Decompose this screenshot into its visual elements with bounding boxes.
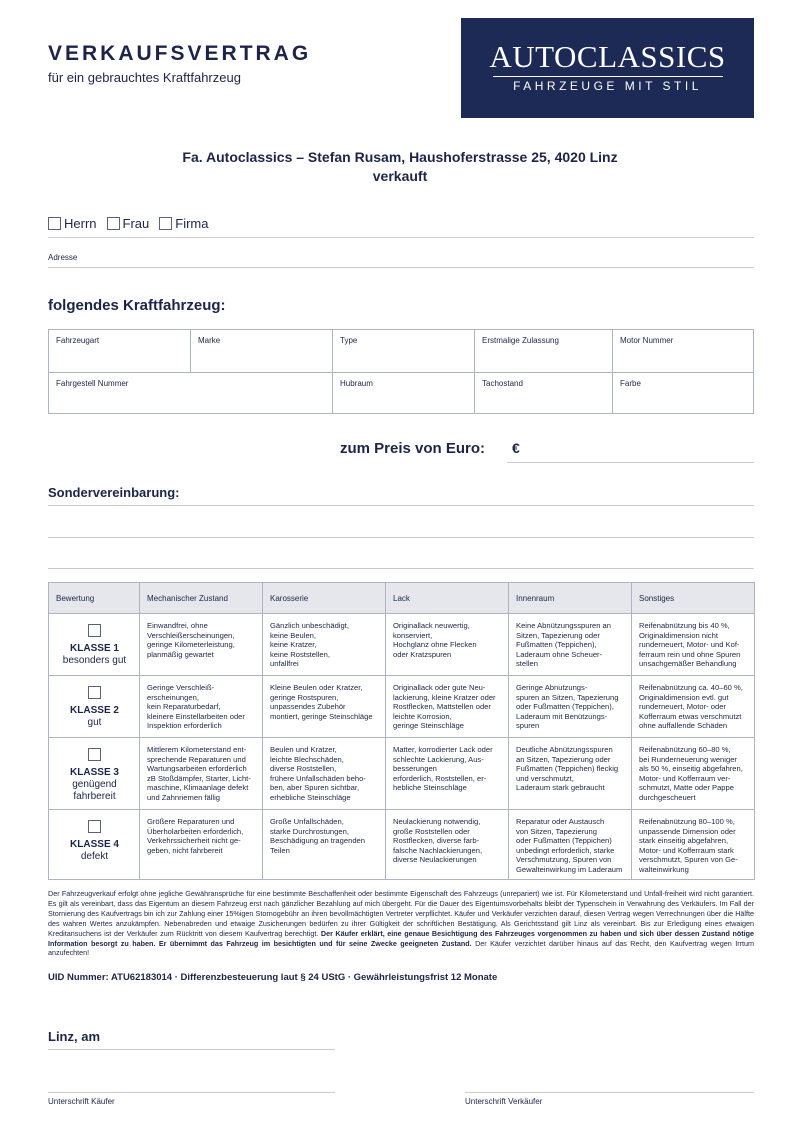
condition-cell: Neulackierung notwendig, große Roststellen oder Rostflecken, diverse farb- falsche Nachlackierungen, diverse Neulackierungen bbox=[386, 810, 509, 880]
table-row bbox=[49, 676, 755, 738]
column-header: Bewertung bbox=[49, 583, 140, 614]
rating-description: defekt bbox=[80, 850, 109, 862]
condition-cell: Große Unfallschäden, starke Durchrostungen, Beschädigung an tragenden Teilen bbox=[263, 810, 386, 880]
checkbox-label: Frau bbox=[122, 216, 150, 231]
legal-text-bold: Der Käufer erklärt, eine genaue Besichtigung des Fahrzeuges vorgenommen zu haben und sich über dessen Zustand nötige Information besorgt zu haben. Er übernimmt das Fahrzeug im besichtigten und für seine Zwecke geeigneten Zustand. bbox=[48, 928, 754, 948]
field-label: Motor Nummer bbox=[620, 336, 674, 345]
table-header-row bbox=[49, 583, 755, 614]
condition-cell: Reifenabnützung bis 40 %, Originaldimension nicht runderneuert, Motor- und Kof- ferraum rein und ohne Spuren unsachgemäßer Behandlung bbox=[632, 614, 755, 676]
field-label: Tachostand bbox=[482, 379, 523, 388]
field-label: Erstmalige Zulassung bbox=[482, 336, 559, 345]
rating-class: KLASSE 4 bbox=[70, 838, 119, 850]
condition-cell: Reifenabnützung 60–80 %, bei Runderneuerung weniger als 50 %, einseitig abgefahren, Motor- und Kofferraum ver- schmutzt, Matte oder Pappe durchgescheuert bbox=[632, 738, 755, 810]
rating-class: KLASSE 1 bbox=[70, 642, 119, 654]
special-line-1[interactable] bbox=[48, 505, 754, 506]
rating-cell bbox=[49, 738, 140, 810]
rating-description: besonders gut bbox=[62, 654, 127, 666]
condition-cell: Größere Reparaturen und Überholarbeiten erforderlich, Verkehrssicherheit nicht ge- geben, nicht fahrbereit bbox=[140, 810, 263, 880]
rating-checkbox[interactable] bbox=[88, 624, 101, 637]
logo-rule bbox=[493, 76, 723, 77]
salutation-group bbox=[48, 216, 208, 231]
condition-table bbox=[48, 582, 755, 880]
address-label: Adresse bbox=[48, 253, 78, 262]
condition-cell: Mittlerem Kilometerstand ent- sprechende Reparaturen und Wartungsarbeiten erforderlich zB Stoßdämpfer, Starter, Licht- maschine, Klimaanlage defekt und Zahnriemen fällig bbox=[140, 738, 263, 810]
buyer-name-line[interactable] bbox=[48, 237, 754, 238]
rating-description: gut bbox=[87, 716, 102, 728]
field-label: Hubraum bbox=[340, 379, 373, 388]
condition-cell: Geringe Abnutzungs- spuren an Sitzen, Tapezierung oder Fußmatten (Teppichen), Laderaum mit Benützungs- spuren bbox=[509, 676, 632, 738]
field-marke[interactable] bbox=[191, 330, 333, 372]
logo-wordmark: AUTOCLASSICS bbox=[489, 39, 726, 74]
checkbox-label: Herrn bbox=[64, 216, 97, 231]
document-title: VERKAUFSVERTRAG bbox=[48, 42, 312, 65]
company-logo bbox=[461, 18, 754, 118]
field-label: Farbe bbox=[620, 379, 641, 388]
field-motor-nummer[interactable] bbox=[613, 330, 753, 372]
condition-cell: Deutliche Abnützungsspuren an Sitzen, Tapezierung oder Fußmatten (Teppichen) fleckig und verschmutzt, Laderaum stark gebraucht bbox=[509, 738, 632, 810]
field-label: Fahrgestell Nummer bbox=[56, 379, 129, 388]
buyer-signature-label: Unterschrift Käufer bbox=[48, 1097, 115, 1106]
field-fahrgestell[interactable] bbox=[49, 373, 333, 414]
seller-line: Fa. Autoclassics – Stefan Rusam, Haushoferstrasse 25, 4020 Linz bbox=[182, 149, 618, 165]
legal-text-tail: Der Käufer verzichtet darüber hinaus auf das Recht, den Kaufvertrag wegen Irrtum anzufechten! bbox=[48, 938, 754, 958]
rating-class: KLASSE 3 bbox=[70, 766, 119, 778]
field-farbe[interactable] bbox=[613, 373, 753, 414]
legal-text bbox=[48, 889, 754, 958]
condition-cell: Originallack oder gute Neu- lackierung, kleine Kratzer oder Rostflecken, Mattstellen oder leichte Korrosion, geringe Steinschläge bbox=[386, 676, 509, 738]
price-label: zum Preis von Euro: bbox=[340, 440, 486, 457]
condition-cell: Reifenabnützung ca. 40–60 %, Originaldimension evtl. gut runderneuert, Motor- oder Kofferraum etwas verschmutzt ohne auffallende Schäden bbox=[632, 676, 755, 738]
buyer-signature-line[interactable] bbox=[48, 1092, 335, 1093]
seller-signature-line[interactable] bbox=[465, 1092, 754, 1093]
table-row bbox=[49, 810, 755, 880]
field-label: Type bbox=[340, 336, 358, 345]
vehicle-heading: folgendes Kraftfahrzeug: bbox=[48, 297, 226, 314]
special-agreement-label: Sondervereinbarung: bbox=[48, 485, 180, 500]
logo-tagline: FAHRZEUGE MIT STIL bbox=[513, 79, 702, 93]
field-erstzulassung[interactable] bbox=[475, 330, 613, 372]
seller-signature-label: Unterschrift Verkäufer bbox=[465, 1097, 543, 1106]
condition-cell: Geringe Verschleiß- erscheinungen, kein Reparaturbedarf, kleinere Einstellarbeiten oder Inspektion erforderlich bbox=[140, 676, 263, 738]
field-tachostand[interactable] bbox=[475, 373, 613, 414]
checkbox-box[interactable] bbox=[159, 217, 172, 230]
condition-cell: Reifenabnützung 80–100 %, unpassende Dimension oder stark einseitig abgefahren, Motor- und Kofferraum stark verschmutzt, Spuren von Ge- walteinwirkung bbox=[632, 810, 755, 880]
rating-description: fahrbereit bbox=[73, 790, 116, 802]
date-line[interactable] bbox=[48, 1049, 335, 1050]
price-line[interactable] bbox=[507, 462, 754, 463]
currency-symbol: € bbox=[512, 440, 520, 456]
uid-line: UID Nummer: ATU62183014 · Differenzbesteuerung laut § 24 UStG · Gewährleistungsfrist 12 Monate bbox=[48, 972, 498, 983]
rating-checkbox[interactable] bbox=[88, 748, 101, 761]
table-row bbox=[49, 738, 755, 810]
legal-text-normal: Der Fahrzeugverkauf erfolgt ohne jegliche Gewähransprüche für eine bestimmte Beschaffenheit oder bestimmte Eigenschaft des Fahrzeugs (unrepariert) wie ist. Für Kilometerstand und Unfall-freiheit wird nicht garantiert. Es gilt als vereinbart, dass das Eigentum an diesem Fahrzeug erst nach gänzlicher Bezahlung auf mich übergeht. Für die Dauer des Eigentumsvorbehalts bleibt der Typenschein in Verwahrung des Verkäufers. Im Fall der Stornierung des Kaufvertrags bin ich zur Zahlung einer 15%igen Stornogebühr an ihren bevollmächtigten Vertreter verpflichtet. Käufer und Verkäufer verzichten darauf, diesen Vertrag wegen Verrechnungen über die Hälfte des wahren Wertes anzukämpfen. Nebenabreden und etwaige Zusicherungen bedürfen zu ihrer Gültigkeit der schriftlichen Bestätigung. Als Gerichtsstand gilt Linz als vereinbart. Bis zur Erledigung eines etwaigen Kreditansuchens ist der Verkäufer zum Rücktritt von diesem Kaufvertrag berechtigt. bbox=[48, 889, 754, 938]
rating-class: KLASSE 2 bbox=[70, 704, 119, 716]
rating-checkbox[interactable] bbox=[88, 686, 101, 699]
document-subtitle: für ein gebrauchtes Kraftfahrzeug bbox=[48, 70, 241, 85]
address-line[interactable] bbox=[48, 267, 754, 268]
condition-cell: Keine Abnützungsspuren an Sitzen, Tapezierung oder Fußmatten (Teppichen), Laderaum ohne Scheuer- stellen bbox=[509, 614, 632, 676]
seller-verb: verkauft bbox=[372, 168, 428, 184]
field-fahrzeugart[interactable] bbox=[49, 330, 191, 372]
condition-cell: Matter, korrodierter Lack oder schlechte Lackierung, Aus- besserungen erforderlich, Roststellen, er- hebliche Steinschläge bbox=[386, 738, 509, 810]
special-line-3[interactable] bbox=[48, 568, 754, 569]
checkbox-label: Firma bbox=[175, 216, 209, 231]
rating-description: genügend bbox=[72, 778, 117, 790]
field-label: Fahrzeugart bbox=[56, 336, 100, 345]
condition-cell: Einwandfrei, ohne Verschleißerscheinungen, geringe Kilometerleistung, planmäßig gewartet bbox=[140, 614, 263, 676]
checkbox-box[interactable] bbox=[107, 217, 120, 230]
checkbox-herrn[interactable] bbox=[48, 216, 97, 231]
condition-cell: Reparatur oder Austausch von Sitzen, Tapezierung oder Fußmatten (Teppichen) unbedingt erforderlich, starke Verschmutzung, Spuren von Gewalteinwirkung im Laderaum bbox=[509, 810, 632, 880]
checkbox-firma[interactable] bbox=[159, 216, 208, 231]
checkbox-box[interactable] bbox=[48, 217, 61, 230]
rating-cell bbox=[49, 676, 140, 738]
field-type[interactable] bbox=[333, 330, 475, 372]
column-header: Lack bbox=[386, 583, 509, 614]
place-date-label: Linz, am bbox=[48, 1029, 101, 1044]
column-header: Sonstiges bbox=[632, 583, 755, 614]
condition-cell: Gänzlich unbeschädigt, keine Beulen, keine Kratzer, keine Roststellen, unfallfrei bbox=[263, 614, 386, 676]
vehicle-table bbox=[48, 329, 754, 414]
special-line-2[interactable] bbox=[48, 537, 754, 538]
field-hubraum[interactable] bbox=[333, 373, 475, 414]
column-header: Karosserie bbox=[263, 583, 386, 614]
checkbox-frau[interactable] bbox=[107, 216, 150, 231]
column-header: Mechanischer Zustand bbox=[140, 583, 263, 614]
condition-cell: Kleine Beulen oder Kratzer, geringe Rostspuren, unpassendes Zubehör montiert, geringe Steinschläge bbox=[263, 676, 386, 738]
rating-checkbox[interactable] bbox=[88, 820, 101, 833]
rating-cell bbox=[49, 614, 140, 676]
condition-cell: Beulen und Kratzer, leichte Blechschäden, diverse Roststellen, frühere Unfallschäden beho- ben, aber Spuren sichtbar, erhebliche Steinschläge bbox=[263, 738, 386, 810]
rating-cell bbox=[49, 810, 140, 880]
column-header: Innenraum bbox=[509, 583, 632, 614]
table-row bbox=[49, 614, 755, 676]
condition-cell: Originallack neuwertig, konserviert, Hochglanz ohne Flecken oder Kratzspuren bbox=[386, 614, 509, 676]
field-label: Marke bbox=[198, 336, 221, 345]
